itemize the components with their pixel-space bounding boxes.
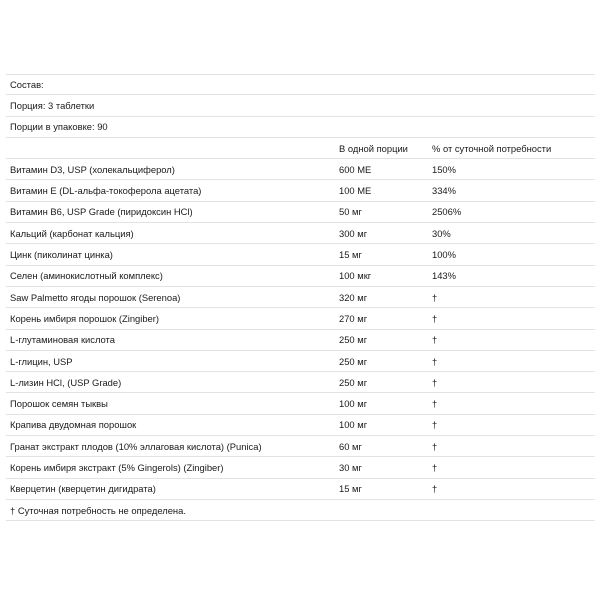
ingredient-name: L-лизин HCl, (USP Grade): [10, 376, 122, 388]
table-row: [6, 202, 595, 223]
ingredient-amount: 250 мг: [339, 334, 368, 346]
serving-row: [6, 95, 595, 116]
table-row: [6, 287, 595, 308]
ingredient-daily-value: †: [432, 440, 438, 452]
ingredient-name: Кальций (карбонат кальция): [10, 227, 134, 239]
ingredient-daily-value: †: [432, 461, 438, 473]
ingredient-amount: 320 мг: [339, 291, 368, 303]
table-row: [6, 457, 595, 478]
ingredient-rows: [6, 159, 595, 500]
ingredient-daily-value: †: [432, 312, 438, 324]
table-row: [6, 372, 595, 393]
ingredient-daily-value: †: [432, 334, 438, 346]
ingredient-amount: 50 мг: [339, 206, 362, 218]
table-row: [6, 415, 595, 436]
servings-per-container-row: [6, 117, 595, 138]
footnote: † Суточная потребность не определена.: [10, 504, 186, 516]
ingredient-name: L-глицин, USP: [10, 355, 73, 367]
ingredient-name: Селен (аминокислотный комплекс): [10, 270, 163, 282]
ingredient-amount: 270 мг: [339, 312, 368, 324]
ingredient-name: L-глутаминовая кислота: [10, 334, 115, 346]
serving-size: Порция: 3 таблетки: [10, 99, 95, 111]
ingredient-daily-value: 143%: [432, 270, 456, 282]
ingredient-amount: 600 МЕ: [339, 163, 372, 175]
ingredient-amount: 300 мг: [339, 227, 368, 239]
ingredient-amount: 30 мг: [339, 461, 362, 473]
ingredient-amount: 250 мг: [339, 376, 368, 388]
supplement-facts-table: [6, 74, 595, 521]
table-row: [6, 393, 595, 414]
ingredient-name: Витамин E (DL-альфа-токоферола ацетата): [10, 185, 202, 197]
ingredient-name: Крапива двудомная порошок: [10, 419, 137, 431]
ingredient-daily-value: 2506%: [432, 206, 462, 218]
composition-row: [6, 74, 595, 95]
ingredient-name: Saw Palmetto ягоды порошок (Serenoa): [10, 291, 181, 303]
ingredient-name: Кверцетин (кверцетин дигидрата): [10, 483, 156, 495]
ingredient-daily-value: †: [432, 483, 438, 495]
footnote-row: [6, 500, 595, 521]
table-row: [6, 436, 595, 457]
ingredient-name: Витамин D3, USP (холекальциферол): [10, 163, 175, 175]
table-row: [6, 308, 595, 329]
ingredient-name: Корень имбиря экстракт (5% Gingerols) (Zingiber): [10, 461, 224, 473]
ingredient-daily-value: 100%: [432, 249, 456, 261]
ingredient-daily-value: †: [432, 355, 438, 367]
table-row: [6, 244, 595, 265]
ingredient-daily-value: †: [432, 291, 438, 303]
ingredient-daily-value: †: [432, 376, 438, 388]
ingredient-name: Гранат экстракт плодов (10% эллаговая кислота) (Punica): [10, 440, 262, 452]
ingredient-name: Порошок семян тыквы: [10, 398, 108, 410]
ingredient-amount: 250 мг: [339, 355, 368, 367]
ingredient-name: Витамин B6, USP Grade (пиридоксин HCl): [10, 206, 193, 218]
ingredient-amount: 100 мг: [339, 419, 368, 431]
daily-value-column-header: % от суточной потребности: [432, 142, 552, 154]
table-row: [6, 479, 595, 500]
column-header-row: [6, 138, 595, 159]
servings-per-container: Порции в упаковке: 90: [10, 121, 108, 133]
ingredient-daily-value: 150%: [432, 163, 456, 175]
table-row: [6, 180, 595, 201]
ingredient-amount: 100 мг: [339, 398, 368, 410]
ingredient-amount: 100 мкг: [339, 270, 372, 282]
table-row: [6, 159, 595, 180]
ingredient-name: Корень имбиря порошок (Zingiber): [10, 312, 160, 324]
table-row: [6, 223, 595, 244]
table-row: [6, 351, 595, 372]
ingredient-daily-value: †: [432, 419, 438, 431]
ingredient-daily-value: †: [432, 398, 438, 410]
table-row: [6, 330, 595, 351]
ingredient-daily-value: 334%: [432, 185, 456, 197]
ingredient-daily-value: 30%: [432, 227, 451, 239]
ingredient-amount: 60 мг: [339, 440, 362, 452]
composition-label: Состав:: [10, 79, 44, 91]
ingredient-amount: 15 мг: [339, 249, 362, 261]
amount-column-header: В одной порции: [339, 142, 408, 154]
ingredient-name: Цинк (пиколинат цинка): [10, 249, 113, 261]
ingredient-amount: 100 МЕ: [339, 185, 372, 197]
ingredient-amount: 15 мг: [339, 483, 362, 495]
table-row: [6, 266, 595, 287]
